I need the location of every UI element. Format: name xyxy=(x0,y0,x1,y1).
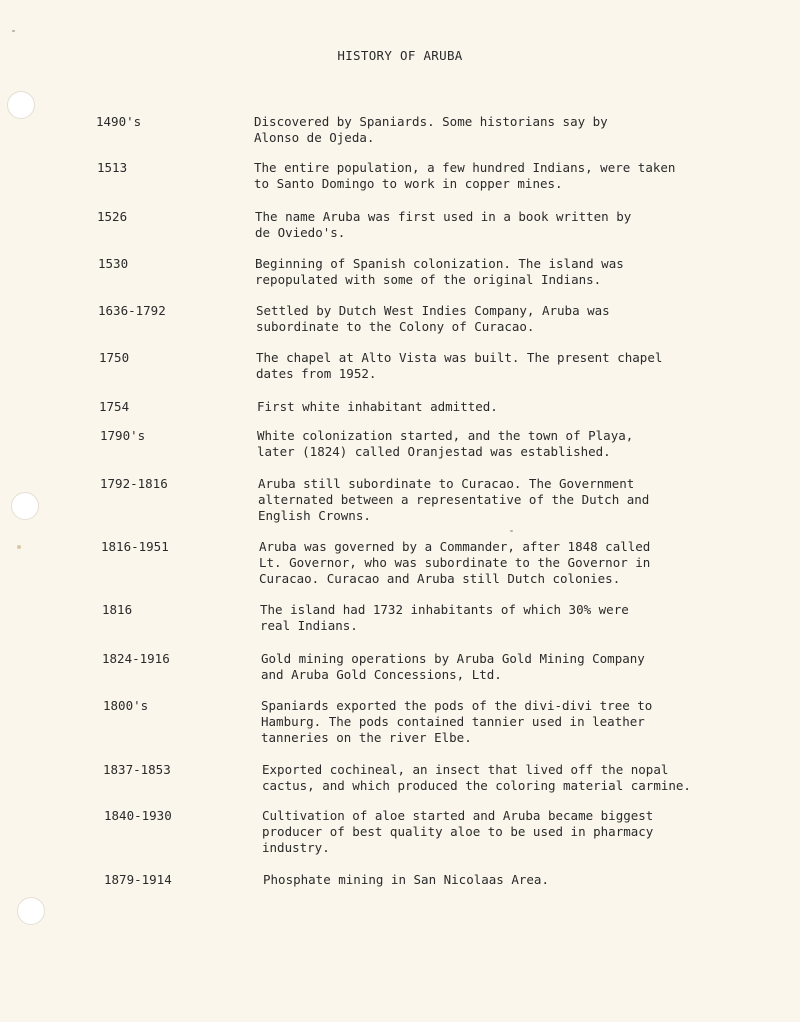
entry-year: 1816 xyxy=(102,602,133,617)
entry-year: 1490's xyxy=(96,114,142,129)
entry-year: 1636-1792 xyxy=(98,303,166,318)
entry-year: 1513 xyxy=(97,160,128,175)
entry-text: Phosphate mining in San Nicolaas Area. xyxy=(263,872,549,887)
entry-year: 1800's xyxy=(103,698,149,713)
document-title: HISTORY OF ARUBA xyxy=(337,48,463,63)
entry-text: Discovered by Spaniards. Some historians say by Alonso de Ojeda. xyxy=(254,114,608,145)
entry-year: 1837-1853 xyxy=(103,762,171,777)
entry-text: Beginning of Spanish colonization. The island was repopulated with some of the original Indians. xyxy=(255,256,624,287)
entry-text: The chapel at Alto Vista was built. The present chapel dates from 1952. xyxy=(256,350,663,381)
entry-year: 1792-1816 xyxy=(100,476,168,491)
entry-year: 1530 xyxy=(98,256,129,271)
entry-year: 1840-1930 xyxy=(104,808,172,823)
entry-year: 1824-1916 xyxy=(102,651,170,666)
entry-text: The name Aruba was first used in a book written by de Oviedo's. xyxy=(255,209,632,240)
entry-text: The island had 1732 inhabitants of which 30% were real Indians. xyxy=(260,602,629,633)
entry-year: 1790's xyxy=(100,428,146,443)
entry-text: White colonization started, and the town of Playa, later (1824) called Oranjestad was established. xyxy=(257,428,634,459)
entry-text: Exported cochineal, an insect that lived off the nopal cactus, and which produced the coloring material carmine. xyxy=(262,762,691,793)
entry-text: Aruba was governed by a Commander, after 1848 called Lt. Governor, who was subordinate to the Governor in Curacao. Curacao and Aruba still Dutch colonies. xyxy=(259,539,651,586)
paper-speck xyxy=(510,530,513,532)
binder-hole xyxy=(7,91,35,119)
entry-text: Settled by Dutch West Indies Company, Aruba was subordinate to the Colony of Curacao. xyxy=(256,303,610,334)
paper-speck xyxy=(12,30,15,32)
entry-text: The entire population, a few hundred Indians, were taken to Santo Domingo to work in copper mines. xyxy=(254,160,676,191)
entry-text: First white inhabitant admitted. xyxy=(257,399,498,414)
entry-year: 1879-1914 xyxy=(104,872,172,887)
binder-hole xyxy=(11,492,39,520)
entry-text: Spaniards exported the pods of the divi-divi tree to Hamburg. The pods contained tannier used in leather tanneries on the river Elbe. xyxy=(261,698,653,745)
binder-hole xyxy=(17,897,45,925)
entry-year: 1750 xyxy=(99,350,130,365)
entry-year: 1816-1951 xyxy=(101,539,169,554)
entry-year: 1754 xyxy=(99,399,130,414)
entry-year: 1526 xyxy=(97,209,128,224)
paper-speck xyxy=(17,545,21,549)
entry-text: Aruba still subordinate to Curacao. The Government alternated between a representative of the Dutch and English Crowns. xyxy=(258,476,650,523)
entry-text: Gold mining operations by Aruba Gold Mining Company and Aruba Gold Concessions, Ltd. xyxy=(261,651,645,682)
entry-text: Cultivation of aloe started and Aruba became biggest producer of best quality aloe to be used in pharmacy industry. xyxy=(262,808,654,855)
